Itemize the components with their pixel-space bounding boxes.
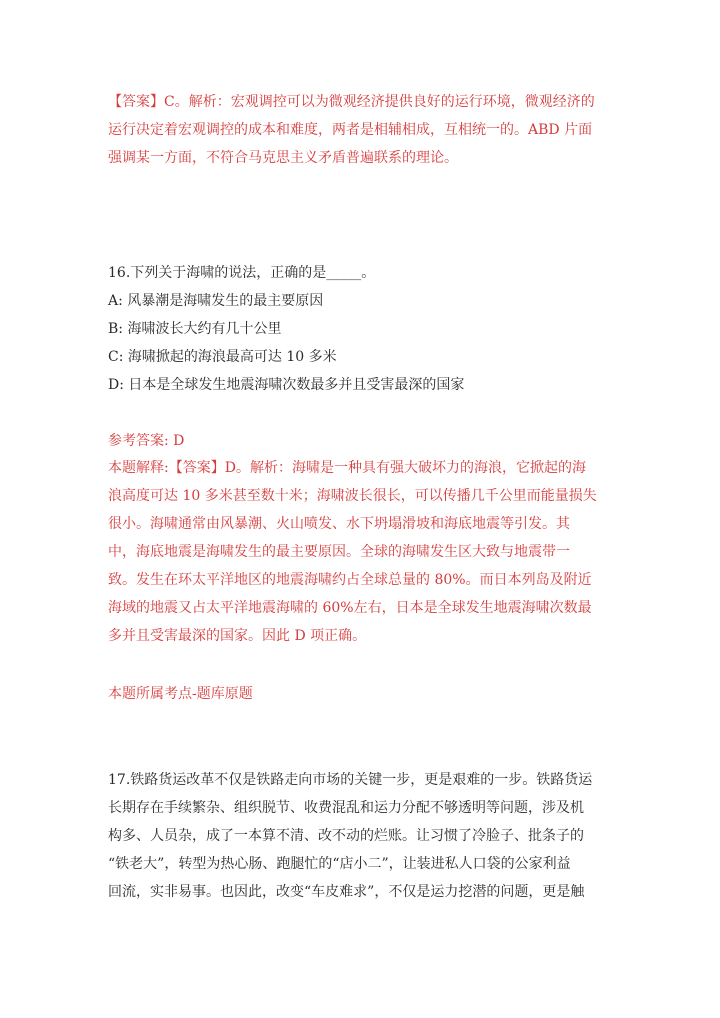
option-a: A: 风暴潮是海啸发生的最主要原因 <box>108 293 324 309</box>
analysis-line: 海域的地震又占太平洋地震海啸的 60%左右，日本是全球发生地震海啸次数最 <box>108 600 592 616</box>
analysis-line: 【答案】C。解析：宏观调控可以为微观经济提供良好的运行环境，微观经济的 <box>108 94 595 110</box>
question-line: 长期存在手续繁杂、组织脱节、收费混乱和运力分配不够透明等问题，涉及机 <box>108 800 584 816</box>
option-d: D: 日本是全球发生地震海啸次数最多并且受害最深的国家 <box>108 377 465 393</box>
analysis-line: 中，海底地震是海啸发生的最主要原因。全球的海啸发生区大致与地震带一 <box>108 544 570 560</box>
category-text: 本题所属考点-题库原题 <box>108 686 253 702</box>
question-stem: 16.下列关于海啸的说法，正确的是_____。 <box>108 265 376 281</box>
analysis-line: 致。发生在环太平洋地区的地震海啸约占全球总量的 80%。而日本列岛及附近 <box>108 572 592 588</box>
option-b: B: 海啸波长大约有几十公里 <box>108 321 282 337</box>
option-c: C: 海啸掀起的海浪最高可达 10 多米 <box>108 349 337 365</box>
analysis-line: 多并且受害最深的国家。因此 D 项正确。 <box>108 628 367 644</box>
analysis-line: 本题解释:【答案】D。解析：海啸是一种具有强大破坏力的海浪，它掀起的海 <box>108 460 586 476</box>
question-17 <box>108 766 618 906</box>
analysis-line: 浪高度可达 10 多米甚至数十米；海啸波长很长，可以传播几千公里而能量损失 <box>108 488 597 504</box>
question-line: 构多、人员杂，成了一本算不清、改不动的烂账。让习惯了冷脸子、批条子的 <box>108 828 584 844</box>
question-category <box>108 680 618 708</box>
question-line: “铁老大”，转型为热心肠、跑腿忙的“店小二”，让装进私人口袋的公家利益 <box>108 856 571 872</box>
reference-answer-text: 参考答案: D <box>108 433 185 449</box>
analysis-line: 运行决定着宏观调控的成本和难度，两者是相辅相成，互相统一的。ABD 片面 <box>108 122 593 138</box>
previous-answer-analysis <box>108 88 618 172</box>
question-16 <box>108 259 618 399</box>
analysis-line: 强调某一方面，不符合马克思主义矛盾普遍联系的理论。 <box>108 150 458 166</box>
question-line: 回流，实非易事。也因此，改变“车皮难求”，不仅是运力挖潜的问题，更是触 <box>108 884 585 900</box>
question-line: 17.铁路货运改革不仅是铁路走向市场的关键一步，更是艰难的一步。铁路货运 <box>108 772 593 788</box>
question-16-analysis <box>108 454 618 650</box>
reference-answer <box>108 427 618 455</box>
analysis-line: 很小。海啸通常由风暴潮、火山喷发、水下坍塌滑坡和海底地震等引发。其 <box>108 516 570 532</box>
